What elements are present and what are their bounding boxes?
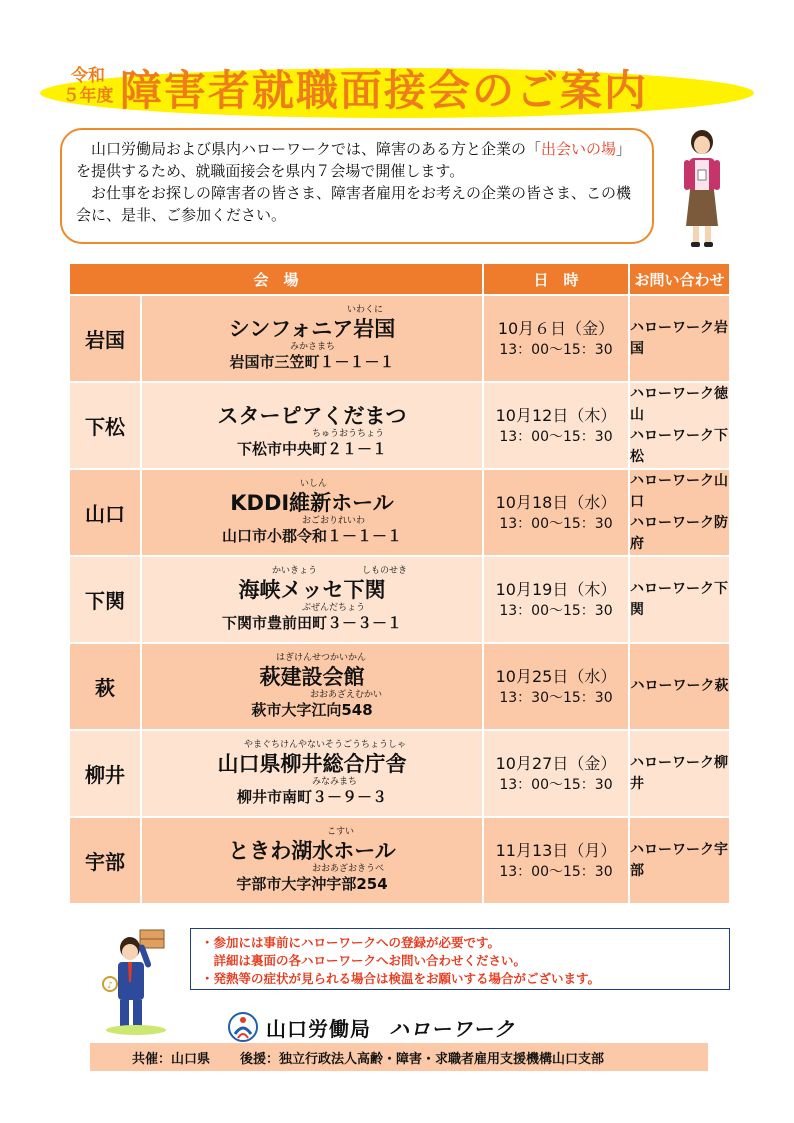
event-date: 10月12日（木） [495,405,617,425]
venue-name: 萩建設会館 [259,665,365,689]
table-row [70,383,729,468]
ruby-text: かいきょう しものせき [272,566,408,576]
contact-office: ハローワーク岩国 [630,319,728,357]
intro-highlight: 出会いの場 [541,140,617,158]
event-date: 10月６日（金） [497,318,615,338]
event-time: 13：00～15：30 [499,428,613,445]
ruby-text: いわくに [347,305,384,315]
ruby-venue [142,566,482,577]
ruby-text: おおあざえむかい [310,690,383,700]
venue-name: 海峡メッセ下関 [238,578,386,602]
venue-cell [142,296,484,381]
ruby-address [142,777,482,788]
ruby-address [142,342,482,353]
datetime-cell [484,557,630,642]
contact-office: ハローワーク萩 [630,678,729,694]
event-time: 13：00～15：30 [499,776,613,793]
venue-cell [142,818,484,903]
area-name: 宇部 [70,818,142,903]
org-name: 山口労働局 [266,1016,371,1041]
contact-cell [630,557,729,642]
event-time: 13：00～15：30 [499,863,613,880]
venue-cell [142,470,484,555]
venue-address: 下松市中央町２１－１ [236,440,387,458]
contact-office: ハローワーク下関 [630,580,728,618]
labour-bureau-logo-icon [228,1012,258,1042]
venue-address: 山口市小郡令和１－１－１ [221,527,402,545]
ruby-venue [142,653,482,664]
datetime-cell [484,296,630,381]
area-name: 下松 [70,383,142,468]
area-name: 萩 [70,644,142,729]
event-time: 13：00～15：30 [499,515,613,532]
contact-cell [630,818,729,903]
table-row [70,644,729,729]
intro-box [60,128,654,244]
ruby-text: おごおりれいわ [302,516,366,526]
table-row [70,557,729,642]
sponsor-bar [90,1043,708,1071]
ruby-text: いしん [300,479,328,489]
organizer [228,1012,515,1042]
ruby-venue [142,392,482,403]
contact-office: ハローワーク宇部 [630,841,728,879]
table-row [70,470,729,555]
contact-office: ハローワーク徳山 [630,385,728,423]
organizer-name [266,1013,515,1042]
contact-cell [630,383,729,468]
venue-name: ときわ湖水ホール [228,839,396,863]
contact-cell [630,644,729,729]
schedule-table-header [70,264,729,294]
notice-line: 詳細は裏面の各ハローワークへお問い合わせください。 [201,953,527,968]
col-datetime-header: 日 時 [484,264,630,294]
event-time: 13：00～15：30 [499,341,613,358]
event-date: 11月13日（月） [495,840,617,860]
contact-office: ハローワーク山口 [630,472,728,510]
staff-woman-illustration [672,128,732,250]
datetime-cell [484,731,630,816]
col-venue-header: 会 場 [70,264,484,294]
ruby-venue [142,305,482,316]
datetime-cell [484,383,630,468]
venue-address: 宇部市大字沖宇部254 [236,875,388,893]
contact-cell [630,731,729,816]
ruby-text: みなみまち [312,777,358,787]
venue-name: シンフォニア岩国 [228,317,396,341]
ruby-address [142,864,482,875]
venue-address: 岩国市三笠町１－１－１ [229,353,395,371]
ruby-address [142,516,482,527]
datetime-cell [484,470,630,555]
ruby-address [142,603,482,614]
datetime-cell [484,818,630,903]
venue-cell [142,644,484,729]
ruby-text: みかさまち [290,342,336,352]
venue-cell [142,557,484,642]
venue-address: 柳井市南町３－９－３ [236,788,387,806]
ruby-text: おおあざおきうべ [312,864,385,874]
intro-paragraph-2: お仕事をお探しの障害者の皆さま、障害者雇用をお考えの企業の皆さま、この機会に、是非、ご参加ください。 [76,184,632,224]
event-date: 10月27日（金） [495,753,617,773]
ruby-address [142,429,482,440]
ruby-venue [142,827,482,838]
venue-cell [142,731,484,816]
datetime-cell [484,644,630,729]
event-date: 10月18日（水） [495,492,617,512]
contact-cell [630,470,729,555]
area-name: 柳井 [70,731,142,816]
era-label: 令和 [71,66,105,86]
intro-text: 山口労働局および県内ハローワークでは、障害のある方と企業の「 [91,140,542,158]
ruby-text: ぶぜんだちょう [302,603,366,613]
venue-cell [142,383,484,468]
intro-text: 」を提供するため、就職面接会を県内７会場で開催します。 [76,140,632,180]
contact-cell [630,296,729,381]
venue-name: スターピアくだまつ [217,404,407,428]
table-row [70,818,729,903]
svg-text:♪: ♪ [107,981,113,991]
area-name: 岩国 [70,296,142,381]
event-time: 13：30～15：30 [499,689,613,706]
venue-name: 山口県柳井総合庁舎 [217,752,407,776]
ruby-venue [142,740,482,751]
ruby-venue [142,479,482,490]
contact-office: ハローワーク防府 [630,514,728,552]
event-time: 13：00～15：30 [499,602,613,619]
ruby-text: こすい [327,827,355,837]
event-date: 10月25日（水） [495,666,617,686]
schedule-table [70,296,729,905]
ruby-text: やまぐちけんやないそうごうちょうしゃ [244,740,407,750]
notice-line: ・参加には事前にハローワークへの登録が必要です。 [201,935,501,950]
hellowork-name: ハローワーク [389,1016,515,1041]
ruby-address [142,690,482,701]
fiscal-year [60,66,116,106]
col-contact-header: お問い合わせ [630,264,729,294]
intro-paragraph-1 [76,138,638,182]
contact-office: ハローワーク下松 [630,427,728,465]
ruby-text: はぎけんせつかいかん [276,653,367,663]
notice-box [190,928,730,990]
co-host: 共催：山口県 [132,1051,211,1067]
venue-address: 萩市大字江向548 [251,701,373,719]
event-date: 10月19日（木） [495,579,617,599]
notice-line: ・発熱等の症状が見られる場合は検温をお願いする場合がございます。 [201,971,601,986]
table-row [70,731,729,816]
year-label: ５年度 [62,86,114,106]
ruby-text: ちゅうおうちょう [312,429,385,439]
staff-man-illustration [96,926,184,1036]
area-name: 山口 [70,470,142,555]
area-name: 下関 [70,557,142,642]
contact-office: ハローワーク柳井 [630,754,728,792]
table-row [70,296,729,381]
page-title: 障害者就職面接会のご案内 [120,66,649,115]
venue-address: 下関市豊前田町３－３－１ [221,614,402,632]
supporter: 後援：独立行政法人高齢・障害・求職者雇用支援機構山口支部 [240,1051,605,1067]
venue-name: KDDI維新ホール [230,491,394,515]
